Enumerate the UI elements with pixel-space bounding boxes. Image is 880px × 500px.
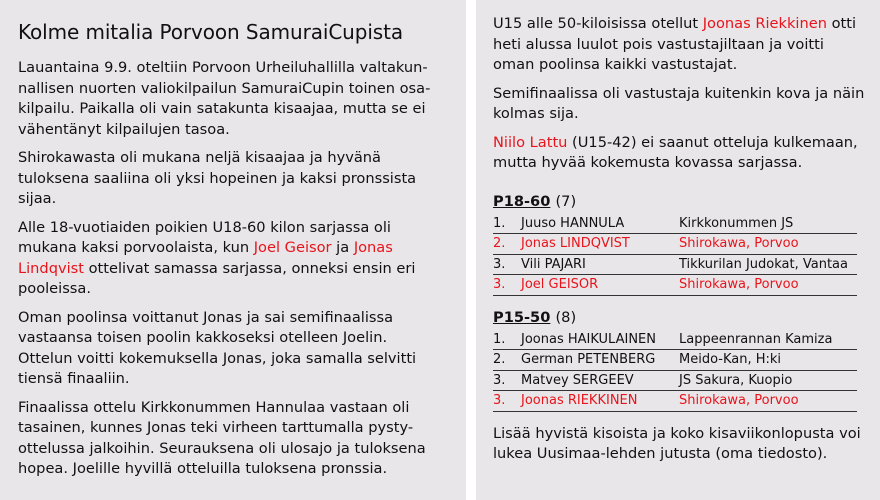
club-name: Shirokawa, Porvoo	[679, 391, 857, 412]
text-run: ja	[331, 239, 354, 256]
placement: 3.	[493, 391, 521, 412]
club-name: Lappeenrannan Kamiza	[679, 330, 857, 350]
text-run: U15 alle 50-kiloisissa otellut	[493, 15, 703, 32]
placement: 3.	[493, 275, 521, 296]
athlete-name-joonas: Joonas Riekkinen	[702, 15, 827, 32]
table-row	[493, 370, 857, 391]
paragraph-intro: Lauantaina 9.9. oteltiin Porvoon Urheiluhallilla valtakun-nallisen nuorten valiokilpailun SamuraiCupin toinen osa-kilpailu. Paikalla oli vain satakunta kisaajaa, mutta se ei vähentänyt kilpailujen tasoa.	[18, 59, 431, 138]
table-row	[493, 214, 857, 234]
placement: 2.	[493, 350, 521, 371]
table-row	[493, 350, 857, 371]
results-block-p18-60	[493, 192, 880, 296]
results-section	[493, 192, 880, 412]
athlete-name-jonas: Jonas Lindqvist	[18, 239, 393, 277]
paragraph-u15	[493, 14, 868, 76]
results-block-p15-50	[493, 308, 880, 412]
club-name: Tikkurilan Judokat, Vantaa	[679, 254, 857, 275]
text-run: ottelivat samassa sarjassa, onneksi ensin eri pooleissa.	[18, 259, 416, 297]
placement: 3.	[493, 254, 521, 275]
article-title: Kolme mitalia Porvoon SamuraiCupista	[18, 20, 404, 44]
club-name: Shirokawa, Porvoo	[679, 234, 857, 255]
athlete-name: German PETENBERG	[521, 350, 679, 371]
text-run: (U15-42) ei saanut otteluja kulkemaan, mutta hyvää kokemusta kovassa sarjassa.	[493, 133, 858, 171]
footer-note: Lisää hyvistä kisoista ja koko kisaviikonlopusta voi lukea Uusimaa-lehden jutusta (oma tiedosto).	[493, 424, 861, 462]
club-name: JS Sakura, Kuopio	[679, 370, 857, 391]
club-name: Kirkkonummen JS	[679, 214, 857, 234]
athlete-name: Joel GEISOR	[521, 275, 679, 296]
paragraph-u15-semifinal: Semifinaalissa oli vastustaja kuitenkin kova ja näin kolmas sija.	[493, 84, 865, 122]
athlete-name: Matvey SERGEEV	[521, 370, 679, 391]
results-table	[493, 214, 857, 296]
category-name: P18-60	[493, 192, 551, 210]
athlete-name: Vili PAJARI	[521, 254, 679, 275]
table-row	[493, 234, 857, 255]
paragraph-final: Finaalissa ottelu Kirkkonummen Hannulaa vastaan oli tasainen, kunnes Jonas teki virheen tarttumalla pysty-ottelussa jalkoihin. Seurauksena oli ulosajo ja tuloksena hopea. Joelille hyvillä otteluilla tuloksena pronssia.	[18, 398, 426, 477]
club-name: Shirokawa, Porvoo	[679, 275, 857, 296]
text-run: Alle 18-vuotiaiden poikien U18-60 kilon sarjassa oli mukana kaksi porvoolaista, kun	[18, 218, 391, 256]
right-column	[476, 0, 880, 500]
paragraph-results-summary: Shirokawasta oli mukana neljä kisaajaa ja hyvänä tuloksena saaliina oli yksi hopeinen ja kaksi pronssista sijaa.	[18, 149, 417, 207]
placement: 2.	[493, 234, 521, 255]
results-category-heading	[493, 308, 880, 328]
text-run: otti heti alussa luulot pois vastustajiltaan ja voitti oman poolinsa kaikki vastustajat.	[493, 15, 857, 73]
results-table	[493, 330, 857, 412]
results-category-heading	[493, 192, 880, 212]
athlete-name-niilo: Niilo Lattu	[493, 133, 568, 151]
participant-count: (8)	[555, 308, 577, 326]
placement: 1.	[493, 330, 521, 350]
paragraph-semifinal: Oman poolinsa voittanut Jonas ja sai semifinaalissa vastaansa toisen poolin kakkoseksi otelleen Joelin. Ottelun voitti kokemuksella Jonas, joka samalla selvitti tiensä finaaliin.	[18, 308, 417, 387]
paragraph-niilo	[493, 133, 868, 174]
category-name: P15-50	[493, 308, 551, 326]
athlete-name-joel: Joel Geisor	[253, 239, 332, 256]
paragraph-u18	[18, 218, 443, 300]
athlete-name: Joonas RIEKKINEN	[521, 391, 679, 412]
club-name: Meido-Kan, H:ki	[679, 350, 857, 371]
athlete-name: Juuso HANNULA	[521, 214, 679, 234]
placement: 3.	[493, 370, 521, 391]
participant-count: (7)	[555, 192, 577, 210]
table-row	[493, 391, 857, 412]
placement: 1.	[493, 214, 521, 234]
athlete-name: Joonas HAIKULAINEN	[521, 330, 679, 350]
athlete-name: Jonas LINDQVIST	[521, 234, 679, 255]
table-row	[493, 254, 857, 275]
table-row	[493, 330, 857, 350]
table-row	[493, 275, 857, 296]
